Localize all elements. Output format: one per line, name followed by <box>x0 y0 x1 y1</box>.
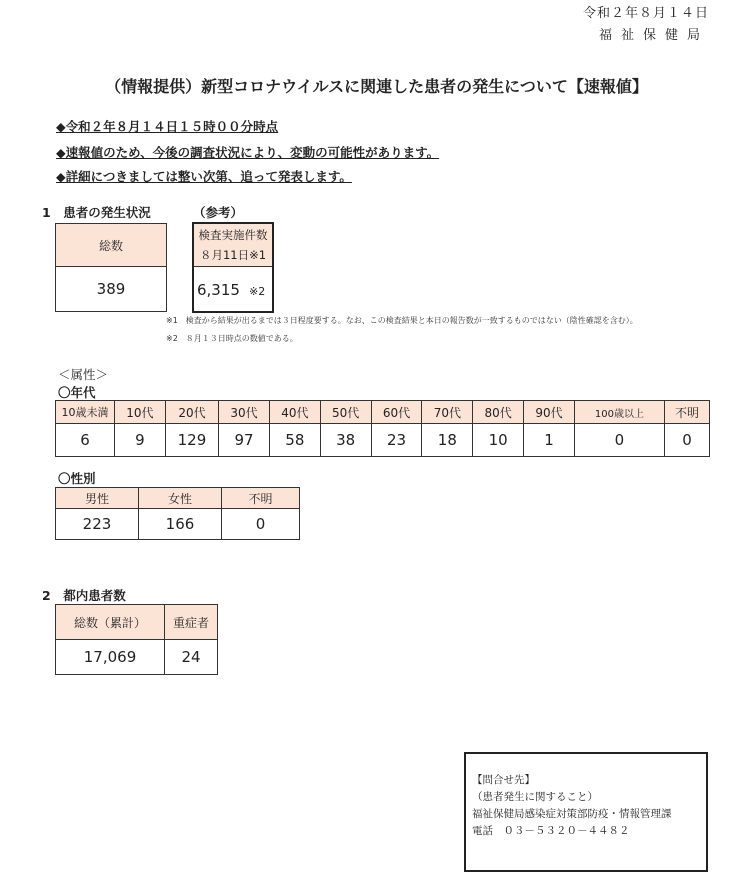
section1-heading: 1 患者の発生状況 <box>42 205 151 220</box>
bullet-preliminary-notice: ◆速報値のため、今後の調査状況により、変動の可能性があります。 <box>56 145 440 160</box>
age-header-cell: 70代 <box>422 401 473 424</box>
age-header-cell: 40代 <box>269 401 320 424</box>
tests-table <box>192 222 274 313</box>
tests-value-cell <box>193 267 273 313</box>
sex-heading: 〇性別 <box>58 471 96 486</box>
contact-subject: （患者発生に関すること） <box>472 791 598 803</box>
age-value-cell: 0 <box>574 424 664 457</box>
total-cases-table <box>55 223 167 312</box>
age-value-cell: 6 <box>56 424 115 457</box>
age-header-cell: 20代 <box>165 401 218 424</box>
footnote-2: ※2 ８月１３日時点の数値である。 <box>166 334 298 343</box>
total-value: 389 <box>56 267 167 312</box>
age-heading: 〇年代 <box>58 385 96 400</box>
age-header-cell: 80代 <box>473 401 524 424</box>
age-header-cell: 90代 <box>524 401 575 424</box>
sex-header-cell: 男性 <box>56 488 139 509</box>
sex-value-cell: 0 <box>222 509 300 540</box>
age-table <box>55 400 710 457</box>
tests-value: 6,315 <box>197 280 240 299</box>
age-header-cell: 100歳以上 <box>574 401 664 424</box>
sex-value-cell: 166 <box>139 509 222 540</box>
tokyo-cases-table <box>55 604 218 675</box>
contact-title: 【問合せ先】 <box>472 774 535 786</box>
sex-table <box>55 487 300 540</box>
section2-heading: 2 都内患者数 <box>42 588 126 603</box>
age-header-cell: 30代 <box>219 401 270 424</box>
footnote-1: ※1 検査から結果が出るまでは３日程度要する。なお、この検査結果と本日の報告数が一致するものではない（陰性確認を含む）。 <box>166 316 638 325</box>
sex-header-cell: 不明 <box>222 488 300 509</box>
age-value-cell: 9 <box>115 424 166 457</box>
contact-box <box>464 752 708 872</box>
page-title: （情報提供）新型コロナウイルスに関連した患者の発生について【速報値】 <box>105 77 648 96</box>
sex-header-cell: 女性 <box>139 488 222 509</box>
reference-label: （参考） <box>193 205 244 220</box>
age-value-cell: 1 <box>524 424 575 457</box>
cumulative-label: 総数（累計） <box>56 605 165 640</box>
total-label: 総数 <box>56 224 167 267</box>
age-value-cell: 58 <box>269 424 320 457</box>
contact-office: 福祉保健局感染症対策部防疫・情報管理課 <box>472 808 672 820</box>
attributes-heading: ＜属性＞ <box>58 367 109 382</box>
age-header-cell: 60代 <box>371 401 422 424</box>
age-header-cell: 10歳未満 <box>56 401 115 424</box>
tests-header-line1: 検査実施件数 <box>198 228 268 242</box>
age-header-cell: 不明 <box>664 401 709 424</box>
age-value-cell: 38 <box>320 424 371 457</box>
tests-note-mark: ※2 <box>249 284 266 298</box>
department-name: 福祉保健局 <box>598 28 709 43</box>
age-value-cell: 97 <box>219 424 270 457</box>
age-header-cell: 10代 <box>115 401 166 424</box>
bullet-timestamp: ◆令和２年８月１４日１５時００分時点 <box>56 119 279 134</box>
age-value-cell: 23 <box>371 424 422 457</box>
age-value-cell: 18 <box>422 424 473 457</box>
age-value-cell: 129 <box>165 424 218 457</box>
report-date: 令和２年８月１４日 <box>582 6 709 21</box>
severe-label: 重症者 <box>165 605 218 640</box>
contact-phone: 電話 ０３－５３２０－４４８２ <box>472 825 630 837</box>
tests-header <box>193 223 273 267</box>
severe-value: 24 <box>165 640 218 675</box>
cumulative-value: 17,069 <box>56 640 165 675</box>
age-value-cell: 10 <box>473 424 524 457</box>
age-value-cell: 0 <box>664 424 709 457</box>
bullet-details-notice: ◆詳細につきましては整い次第、追って発表します。 <box>56 169 352 184</box>
age-header-cell: 50代 <box>320 401 371 424</box>
tests-header-line2: ８月11日※1 <box>199 248 267 262</box>
sex-value-cell: 223 <box>56 509 139 540</box>
